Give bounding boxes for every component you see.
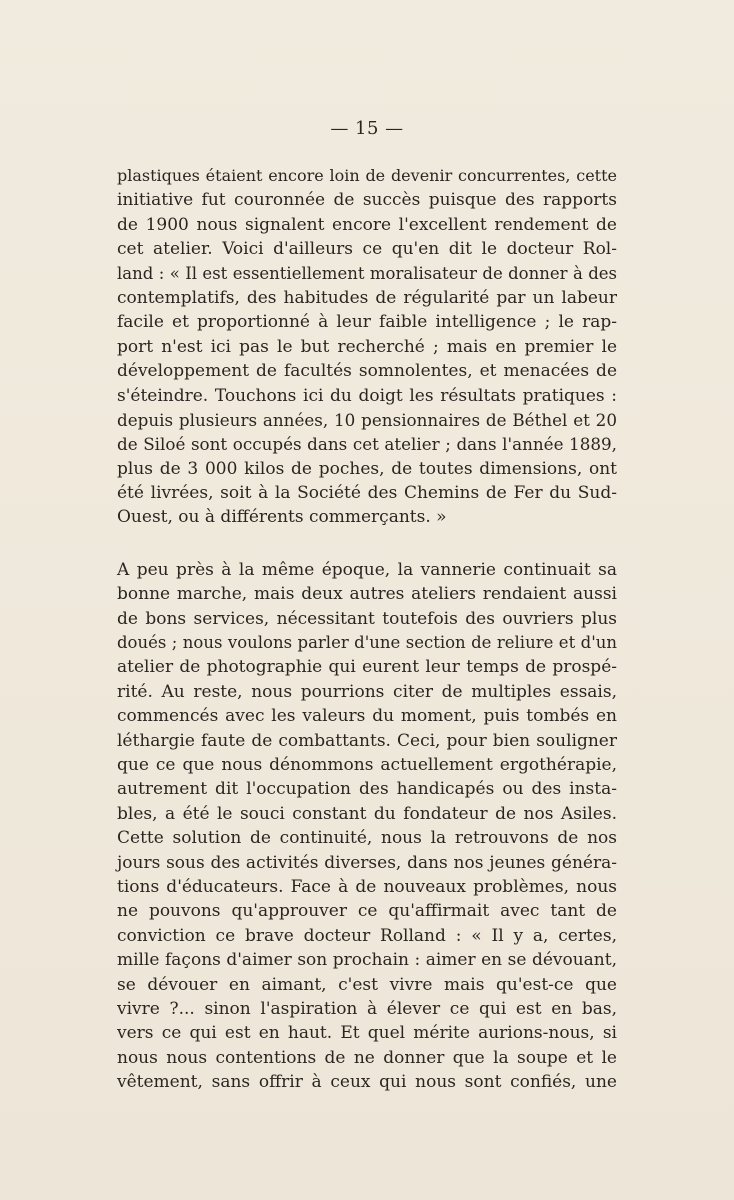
text-line: depuis plusieurs années, 10 pensionnaires de Béthel et 20 bbox=[117, 409, 617, 430]
text-line: tions d'éducateurs. Face à de nouveaux problèmes, nous bbox=[117, 876, 617, 897]
text-line: vêtement, sans offrir à ceux qui nous sont confiés, une bbox=[117, 1072, 617, 1093]
text-line: développement de facultés somnolentes, et menacées de bbox=[117, 361, 617, 382]
text-line: s'éteindre. Touchons ici du doigt les résultats pratiques : bbox=[117, 385, 617, 406]
text-line: vivre ?... sinon l'aspiration à élever ce qui est en bas, bbox=[117, 998, 617, 1019]
text-line: port n'est ici pas le but recherché ; mais en premier le bbox=[117, 336, 617, 357]
text-line: Ouest, ou à différents commerçants. » bbox=[117, 507, 447, 528]
text-line: jours sous des activités diverses, dans nos jeunes généra- bbox=[117, 852, 617, 873]
text-line: autrement dit l'occupation des handicapés ou des insta- bbox=[117, 779, 617, 800]
text-line: land : « Il est essentiellement moralisateur de donner à des bbox=[117, 263, 617, 283]
paragraph-gap bbox=[117, 530, 617, 558]
text-line: atelier de photographie qui eurent leur temps de prospé- bbox=[117, 657, 617, 678]
text-line: commencés avec les valeurs du moment, puis tombés en bbox=[117, 706, 617, 727]
text-line: ne pouvons qu'approuver ce qu'affirmait avec tant de bbox=[117, 901, 617, 922]
text-line: plastiques étaient encore loin de devenir concurrentes, cette bbox=[117, 166, 617, 185]
text-line: que ce que nous dénommons actuellement ergothérapie, bbox=[117, 754, 617, 775]
text-line: Cette solution de continuité, nous la retrouvons de nos bbox=[117, 828, 617, 849]
text-line: été livrées, soit à la Société des Chemins de Fer du Sud- bbox=[117, 483, 617, 504]
text-line: doués ; nous voulons parler d'une section de reliure et d'un bbox=[117, 633, 617, 653]
text-line: de bons services, nécessitant toutefois des ouvriers plus bbox=[117, 608, 617, 629]
text-line: se dévouer en aimant, c'est vivre mais qu'est-ce que bbox=[117, 974, 617, 995]
text-line: conviction ce brave docteur Rolland : « Il y a, certes, bbox=[117, 925, 617, 946]
body-text bbox=[117, 164, 617, 1094]
text-line: bonne marche, mais deux autres ateliers rendaient aussi bbox=[117, 584, 617, 605]
text-line: contemplatifs, des habitudes de régularité par un labeur bbox=[117, 287, 617, 308]
text-line: initiative fut couronnée de succès puisque des rapports bbox=[117, 190, 617, 211]
text-line: A peu près à la même époque, la vannerie continuait sa bbox=[117, 559, 617, 580]
text-line: bles, a été le souci constant du fondateur de nos Asiles. bbox=[117, 803, 617, 824]
paragraph-1 bbox=[117, 164, 617, 530]
text-line: de 1900 nous signalent encore l'excellent rendement de bbox=[117, 214, 617, 235]
paragraph-2 bbox=[117, 558, 617, 1095]
text-line: mille façons d'aimer son prochain : aimer en se dévouant, bbox=[117, 950, 617, 971]
text-line: nous nous contentions de ne donner que la soupe et le bbox=[117, 1047, 617, 1068]
text-line: facile et proportionné à leur faible intelligence ; le rap- bbox=[117, 312, 617, 333]
page-number: — 15 — bbox=[330, 118, 404, 139]
text-line: de Siloé sont occupés dans cet atelier ; dans l'année 1889, bbox=[117, 434, 617, 455]
text-line: rité. Au reste, nous pourrions citer de multiples essais, bbox=[117, 681, 617, 702]
text-line: léthargie faute de combattants. Ceci, pour bien souligner bbox=[117, 730, 617, 751]
text-line: vers ce qui est en haut. Et quel mérite aurions-nous, si bbox=[117, 1023, 617, 1044]
text-line: cet atelier. Voici d'ailleurs ce qu'en dit le docteur Rol- bbox=[117, 239, 617, 260]
text-line: plus de 3 000 kilos de poches, de toutes dimensions, ont bbox=[117, 458, 617, 479]
